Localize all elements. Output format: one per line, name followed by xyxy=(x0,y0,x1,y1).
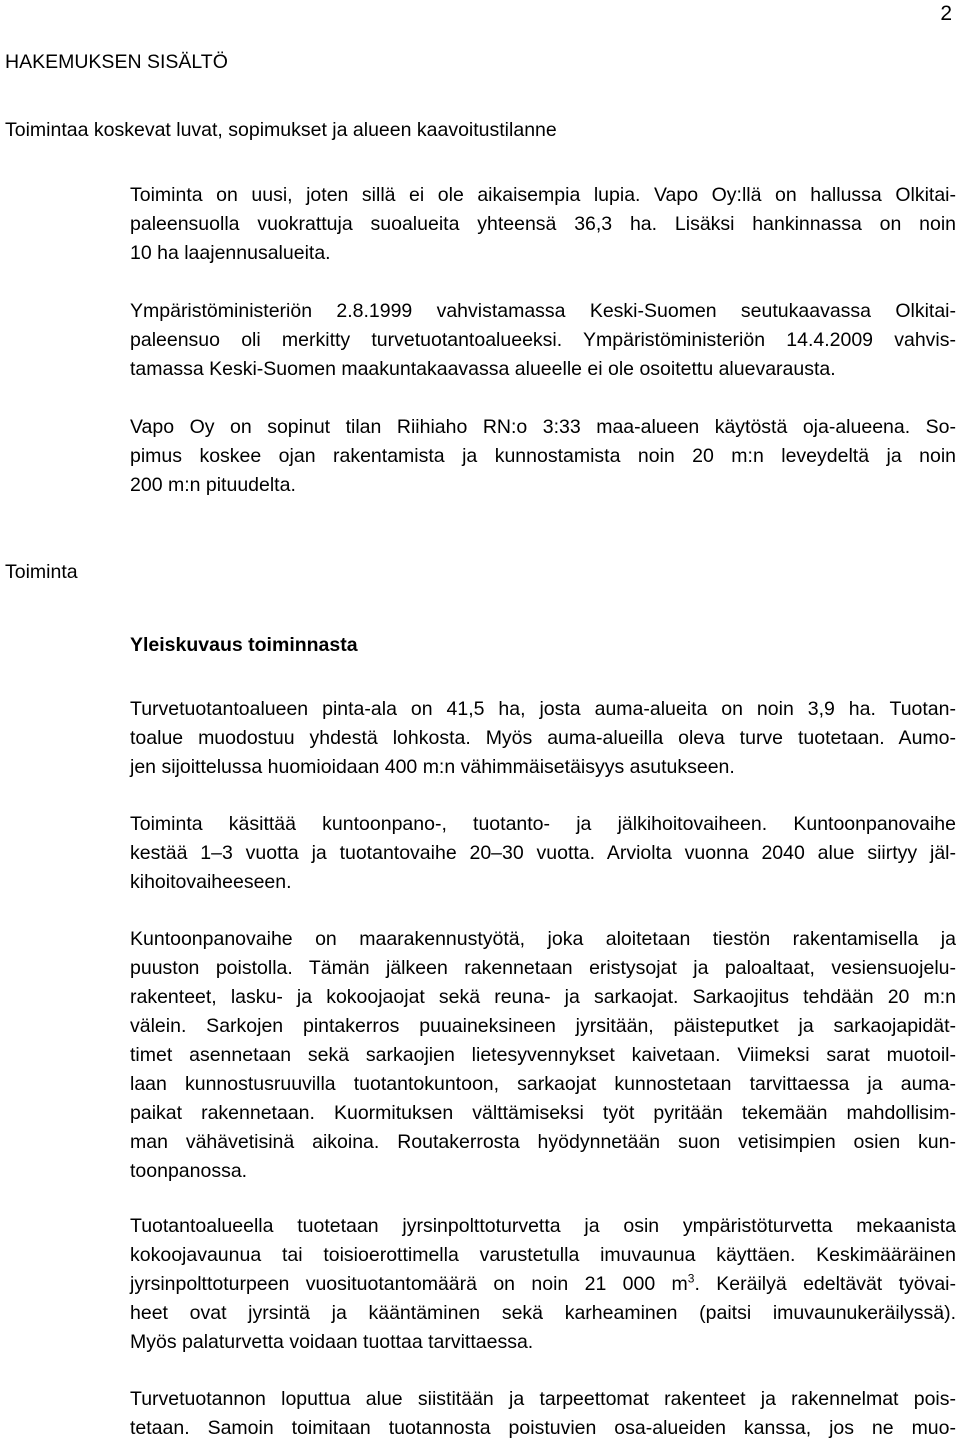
text-line: välein. Sarkojen pintakerros puuaineksineen jyrsitään, päisteputket ja sarkaojapidät- xyxy=(130,1015,956,1037)
text-line: puuston poistolla. Tämän jälkeen rakennetaan eristysojat ja paloaltaat, vesiensuojelu- xyxy=(130,957,956,979)
paragraph-permits-1 xyxy=(130,181,956,268)
text-line: heet ovat jyrsintä ja kääntäminen sekä karheaminen (paitsi imuvaunukeräilyssä). xyxy=(130,1302,956,1324)
text-line: paleensuo oli merkitty turvetuotantoalueeksi. Ympäristöministeriön 14.4.2009 vahvis- xyxy=(130,329,956,351)
text-line: tetaan. Samoin toimitaan tuotannosta poistuvien osa-alueiden kanssa, jos ne muo- xyxy=(130,1417,956,1439)
page-number: 2 xyxy=(940,2,952,25)
text-line: Turvetuotannon loputtua alue siistitään ja tarpeettomat rakenteet ja rakennelmat pois- xyxy=(130,1388,956,1410)
text-line: 200 m:n pituudelta. xyxy=(130,474,296,496)
text-line: paikat rakennetaan. Kuormituksen välttämiseksi työt pyritään tekemään mahdollisim- xyxy=(130,1102,956,1124)
section-title-permits: Toimintaa koskevat luvat, sopimukset ja alueen kaavoitustilanne xyxy=(5,119,557,141)
text-line: kihoitovaiheeseen. xyxy=(130,871,292,893)
superscript-exponent: 3 xyxy=(687,1271,695,1286)
paragraph-permits-2 xyxy=(130,297,956,384)
text-line: Kuntoonpanovaihe on maarakennustyötä, joka aloitetaan tiestön rakentamisella ja xyxy=(130,928,956,950)
paragraph-permits-3 xyxy=(130,413,956,500)
text-line: tamassa Keski-Suomen maakuntakaavassa alueelle ei ole osoitettu aluevarausta. xyxy=(130,358,836,380)
text-segment: . Keräilyä edeltävät työvai- xyxy=(694,1273,956,1295)
text-line-with-superscript xyxy=(130,1270,956,1299)
text-line: Myös palaturvetta voidaan tuottaa tarvittaessa. xyxy=(130,1331,534,1353)
paragraph-operations-4 xyxy=(130,1212,956,1357)
text-line: 10 ha laajennusalueita. xyxy=(130,242,331,264)
paragraph-operations-5 xyxy=(130,1385,956,1443)
text-line: Vapo Oy on sopinut tilan Riihiaho RN:o 3:33 maa-alueen käytöstä oja-alueena. So- xyxy=(130,416,956,438)
subsection-title-overview: Yleiskuvaus toiminnasta xyxy=(130,634,358,656)
text-line: rakenteet, lasku- ja kokoojaojat sekä reuna- ja sarkaojat. Sarkaojitus tehdään 20 m:n xyxy=(130,986,956,1008)
text-line: man vähävetisinä aikoina. Routakerrosta hyödynnetään suon vetisimpien osien kun- xyxy=(130,1131,956,1153)
paragraph-operations-2 xyxy=(130,810,956,897)
text-line: pimus koskee ojan rakentamista ja kunnostamista noin 20 m:n leveydeltä ja noin xyxy=(130,445,956,467)
text-line: jen sijoittelussa huomioidaan 400 m:n vähimmäisetäisyys asutukseen. xyxy=(130,756,735,778)
text-line: Turvetuotantoalueen pinta-ala on 41,5 ha, josta auma-alueita on noin 3,9 ha. Tuotan- xyxy=(130,698,956,720)
text-line: Tuotantoalueella tuotetaan jyrsinpolttoturvetta ja osin ympäristöturvetta mekaanista xyxy=(130,1215,956,1237)
text-segment: jyrsinpolttoturpeen vuosituotantomäärä on noin 21 000 m xyxy=(130,1273,688,1295)
paragraph-operations-3 xyxy=(130,925,956,1186)
text-line: kokoojavaunua tai toisioerottimella varustetulla imuvaunua käyttäen. Keskimääräinen xyxy=(130,1244,956,1266)
text-line: laan kunnostusruuvilla tuotantokuntoon, sarkaojat kunnostetaan tarvittaessa ja auma- xyxy=(130,1073,956,1095)
main-heading: HAKEMUKSEN SISÄLTÖ xyxy=(5,51,228,73)
text-line: Toiminta on uusi, joten sillä ei ole aikaisempia lupia. Vapo Oy:llä on hallussa Olkitai- xyxy=(130,184,956,206)
paragraph-operations-1 xyxy=(130,695,956,782)
text-line: paleensuolla vuokrattuja suoalueita yhteensä 36,3 ha. Lisäksi hankinnassa on noin xyxy=(130,213,956,235)
text-line: Ympäristöministeriön 2.8.1999 vahvistamassa Keski-Suomen seutukaavassa Olkitai- xyxy=(130,300,956,322)
section-title-operations: Toiminta xyxy=(5,561,78,583)
text-line: Toiminta käsittää kuntoonpano-, tuotanto- ja jälkihoitovaiheen. Kuntoonpanovaihe xyxy=(130,813,956,835)
text-line: toonpanossa. xyxy=(130,1160,248,1182)
text-line: kestää 1–3 vuotta ja tuotantovaihe 20–30 vuotta. Arviolta vuonna 2040 alue siirtyy jäl- xyxy=(130,842,956,864)
text-line: toalue muodostuu yhdestä lohkosta. Myös auma-alueilla oleva turve tuotetaan. Aumo- xyxy=(130,727,956,749)
text-line: timet asennetaan sekä sarkaojien lietesyvennykset kaivetaan. Viimeksi sarat muotoil- xyxy=(130,1044,956,1066)
